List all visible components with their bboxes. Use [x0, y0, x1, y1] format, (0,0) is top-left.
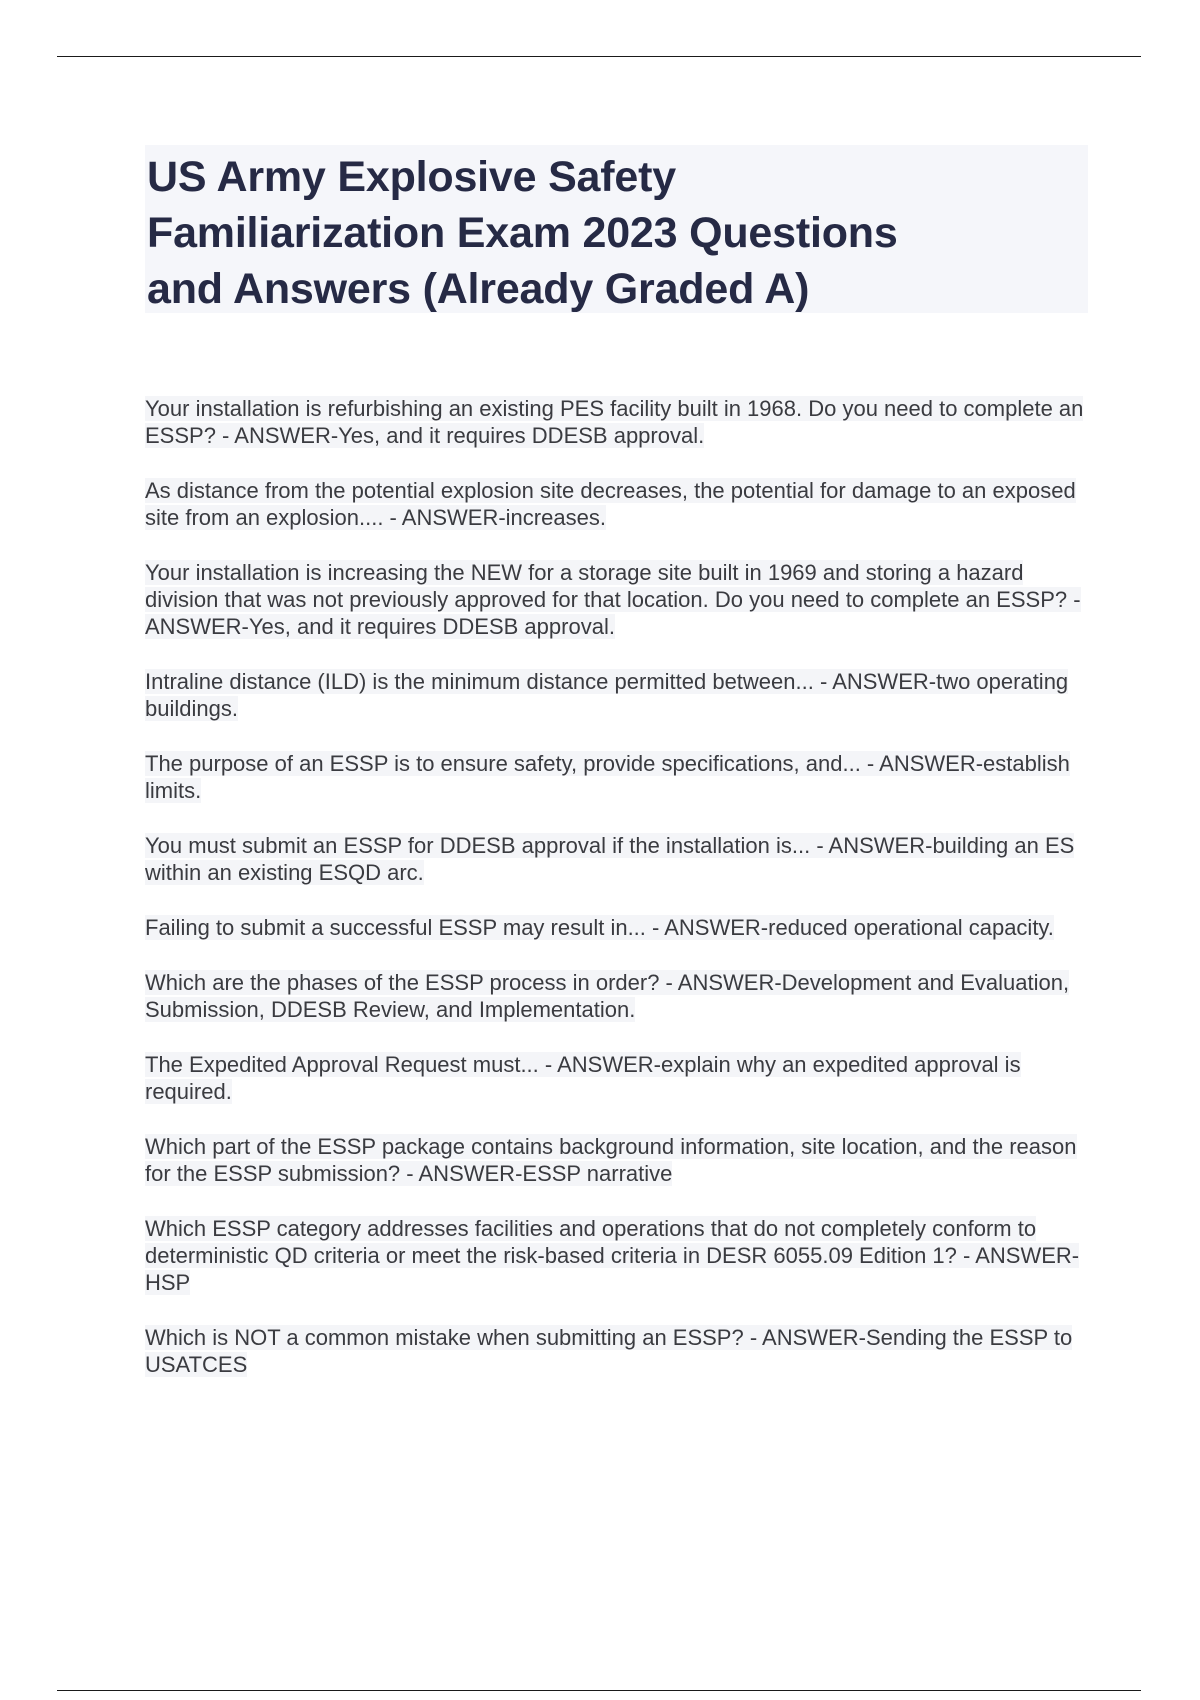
qa-text: Your installation is increasing the NEW for a storage site built in 1969 and storing a hazard division that was not previously approved for that location. Do you need to complete an ESSP? - ANSWER-Yes, and it requires DDESB approval. — [145, 560, 1081, 639]
header-rule — [57, 56, 1141, 57]
footer-rule — [57, 1690, 1141, 1691]
qa-item — [145, 750, 1095, 804]
qa-text: Which ESSP category addresses facilities and operations that do not completely conform to deterministic QD criteria or meet the risk-based criteria in DESR 6055.09 Edition 1? - ANSWER-HSP — [145, 1216, 1080, 1295]
qa-text: Failing to submit a successful ESSP may result in... - ANSWER-reduced operational capacity. — [145, 915, 1054, 940]
qa-item — [145, 1133, 1095, 1187]
qa-item — [145, 477, 1095, 531]
document-title — [147, 149, 898, 317]
qa-text: Intraline distance (ILD) is the minimum distance permitted between... - ANSWER-two operating buildings. — [145, 669, 1069, 721]
qa-text: Which part of the ESSP package contains background information, site location, and the reason for the ESSP submission? - ANSWER-ESSP narrative — [145, 1134, 1077, 1186]
qa-item — [145, 914, 1095, 941]
title-line-1: US Army Explosive Safety — [147, 153, 676, 201]
qa-item — [145, 969, 1095, 1023]
qa-text: You must submit an ESSP for DDESB approval if the installation is... - ANSWER-building an ES within an existing ESQD arc. — [145, 833, 1075, 885]
qa-item — [145, 832, 1095, 886]
qa-item — [145, 1324, 1095, 1378]
title-line-3: and Answers (Already Graded A) — [147, 265, 810, 313]
qa-text: The purpose of an ESSP is to ensure safety, provide specifications, and... - ANSWER-establish limits. — [145, 751, 1070, 803]
qa-item — [145, 668, 1095, 722]
qa-item — [145, 1215, 1095, 1296]
qa-text: The Expedited Approval Request must... - ANSWER-explain why an expedited approval is required. — [145, 1052, 1021, 1104]
qa-text: Your installation is refurbishing an existing PES facility built in 1968. Do you need to complete an ESSP? - ANSWER-Yes, and it requires DDESB approval. — [145, 396, 1084, 448]
title-block — [145, 145, 1088, 313]
qa-list — [145, 395, 1095, 1406]
title-line-2: Familiarization Exam 2023 Questions — [147, 209, 898, 257]
qa-text: Which are the phases of the ESSP process in order? - ANSWER-Development and Evaluation, Submission, DDESB Review, and Implementation. — [145, 970, 1070, 1022]
qa-item — [145, 559, 1095, 640]
qa-item — [145, 1051, 1095, 1105]
qa-text: Which is NOT a common mistake when submitting an ESSP? - ANSWER-Sending the ESSP to USATCES — [145, 1325, 1073, 1377]
qa-text: As distance from the potential explosion site decreases, the potential for damage to an exposed site from an explosion.... - ANSWER-increases. — [145, 478, 1076, 530]
qa-item — [145, 395, 1095, 449]
